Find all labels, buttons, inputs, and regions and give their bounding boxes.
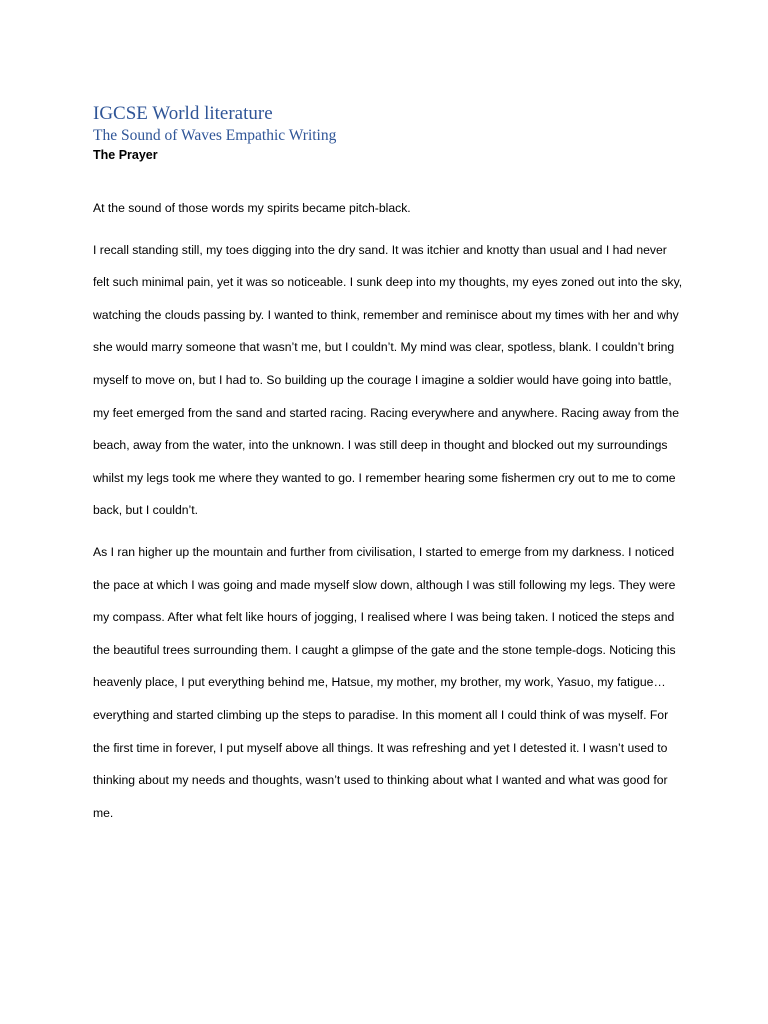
document-page bbox=[93, 102, 683, 829]
paragraph: I recall standing still, my toes digging into the dry sand. It was itchier and knotty than usual and I had never felt such minimal pain, yet it was so noticeable. I sunk deep into my thoughts, my eyes zoned out into the sky, watching the clouds passing by. I wanted to think, remember and reminisce about my times with her and why she would marry someone that wasn’t me, but I couldn’t. My mind was clear, spotless, blank. I couldn’t bring myself to move on, but I had to. So building up the courage I imagine a soldier would have going into battle, my feet emerged from the sand and started racing. Racing everywhere and anywhere. Racing away from the beach, away from the water, into the unknown. I was still deep in thought and blocked out my surroundings whilst my legs took me where they wanted to go. I remember hearing some fishermen cry out to me to come back, but I couldn’t. bbox=[93, 242, 683, 518]
document-subtitle: The Sound of Waves Empathic Writing bbox=[93, 127, 337, 144]
paragraph: As I ran higher up the mountain and further from civilisation, I started to emerge from my darkness. I noticed the pace at which I was going and made myself slow down, although I was still following my legs. They were my compass. After what felt like hours of jogging, I realised where I was being taken. I noticed the steps and the beautiful trees surrounding them. I caught a glimpse of the gate and the stone temple-dogs. Noticing this heavenly place, I put everything behind me, Hatsue, my mother, my brother, my work, Yasuo, my fatigue… everything and started climbing up the steps to paradise. In this moment all I could think of was myself. For the first time in forever, I put myself above all things. It was refreshing and yet I detested it. I wasn’t used to thinking about my needs and thoughts, wasn’t used to thinking about what I wanted and what was good for me. bbox=[93, 544, 676, 820]
document-title: IGCSE World literature bbox=[93, 103, 273, 124]
section-heading: The Prayer bbox=[93, 148, 158, 162]
document-body bbox=[93, 192, 683, 829]
paragraph: At the sound of those words my spirits became pitch-black. bbox=[93, 201, 411, 215]
